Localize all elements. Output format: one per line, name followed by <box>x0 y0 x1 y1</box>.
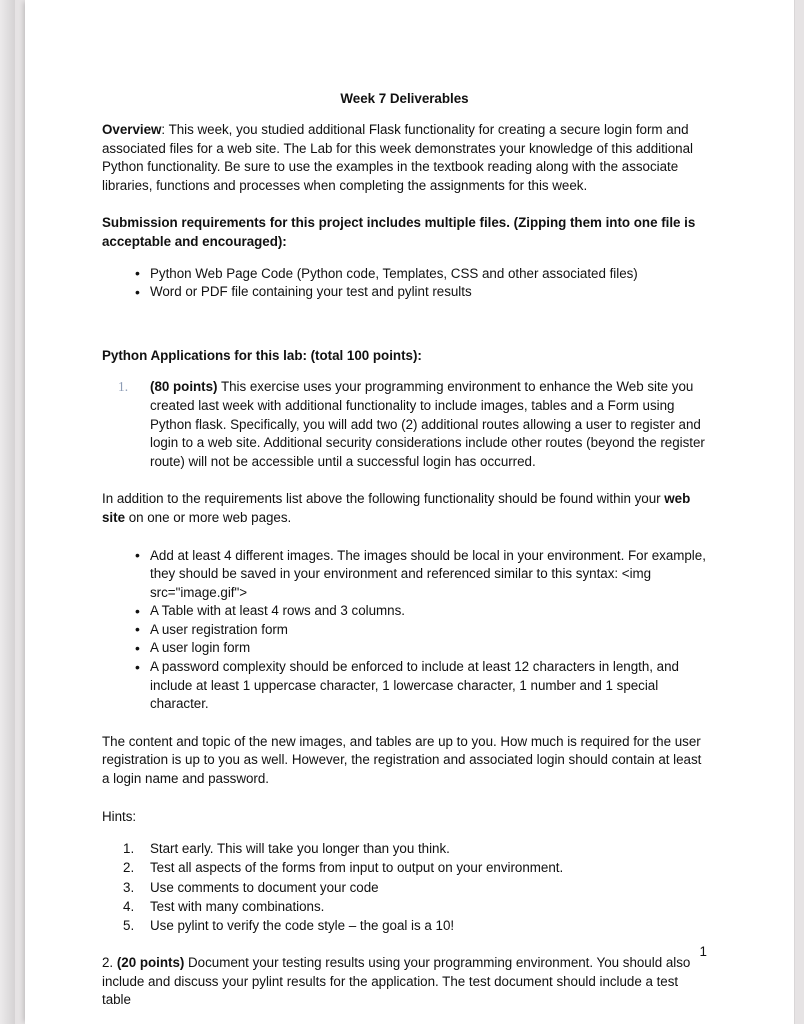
item-two-paragraph <box>102 954 707 1010</box>
list-item-text: Python Web Page Code (Python code, Templates, CSS and other associated files) <box>150 265 638 281</box>
list-item <box>102 378 707 471</box>
list-item-text: Word or PDF file containing your test and pylint results <box>150 284 472 300</box>
functionality-intro-part1: In addition to the requirements list above the following functionality should be found within your <box>102 491 665 507</box>
content-note-paragraph: The content and topic of the new images, and tables are up to you. How much is required for the user registration is up to you as well. However, the registration and associated login should contain at least a login name and password. <box>102 733 702 787</box>
page-title: Week 7 Deliverables <box>340 91 469 106</box>
list-item <box>102 658 707 714</box>
list-item-text: This exercise uses your programming environment to enhance the Web site you created last week with additional functionality to include images, tables and a Form using Python flask. Specifically, you will add two (2) additional routes allowing a user to register and login to a web site. Additional security considerations include other routes (beyond the register route) will not be accessible until a successful login has occurred. <box>150 379 705 469</box>
list-item <box>102 858 707 877</box>
list-item-text: A user login form <box>150 640 251 656</box>
list-item-text: A user registration form <box>150 621 288 637</box>
list-item-text: A password complexity should be enforced to include at least 12 characters in length, and include at least 1 uppercase character, 1 lowercase character, 1 number and 1 special character. <box>150 659 679 712</box>
list-item <box>102 897 707 916</box>
list-item-text: Test all aspects of the forms from input to output on your environment. <box>150 860 564 876</box>
submission-heading-text: Submission requirements for this project includes multiple files. (Zipping them into one file is acceptable and encouraged): <box>102 215 696 249</box>
applications-heading-text: Python Applications for this lab: (total 100 points): <box>102 347 422 363</box>
hints-list <box>102 839 707 935</box>
overview-label-suffix: : <box>161 122 166 137</box>
functionality-list <box>102 547 707 714</box>
spacer <box>102 302 707 347</box>
spacer <box>102 195 707 214</box>
list-item-text: Add at least 4 different images. The images should be local in your environment. For example, they should be saved in your environment and referenced similar to this syntax: <img src="image.gif"> <box>150 547 706 600</box>
submission-heading <box>102 214 707 251</box>
applications-list <box>102 378 707 471</box>
list-item <box>102 265 707 284</box>
list-item <box>102 916 707 935</box>
functionality-intro-paragraph <box>102 490 707 527</box>
item-two-points: (20 points) <box>116 955 185 971</box>
spacer <box>102 471 707 490</box>
functionality-intro-part2: on one or more web pages. <box>125 509 292 525</box>
hints-label: Hints: <box>102 808 137 824</box>
list-item <box>102 878 707 897</box>
list-item-points: (80 points) <box>150 379 218 395</box>
viewer-left-gutter <box>0 0 15 1024</box>
spacer <box>102 365 707 378</box>
list-item <box>102 621 707 640</box>
list-item-text: A Table with at least 4 rows and 3 columns. <box>150 603 405 619</box>
overview-body: This week, you studied additional Flask functionality for creating a secure login form and associated files for a web site. The Lab for this week demonstrates your knowledge of this additional Python functionality. Be sure to use the examples in the textbook reading along with the associate libraries, functions and processes when completing the assignments for this week. <box>102 122 693 193</box>
list-item-text: Use comments to document your code <box>150 879 379 895</box>
functionality-intro-bold: web site <box>102 491 691 525</box>
item-two-number: 2. <box>102 955 117 971</box>
document-page <box>25 0 795 1024</box>
list-item <box>102 602 707 621</box>
list-item-text: Use pylint to verify the code style – the goal is a 10! <box>150 918 455 934</box>
spacer <box>102 789 707 808</box>
overview-paragraph <box>102 121 707 195</box>
item-two-text: Document your testing results using your programming environment. You should also include and discuss your pylint results for the application. The test document should include a test table <box>102 955 691 1008</box>
list-item-text: Start early. This will take you longer than you think. <box>150 841 450 857</box>
applications-heading <box>102 347 707 366</box>
spacer <box>102 826 707 839</box>
spacer <box>102 714 707 733</box>
submission-list <box>102 265 707 302</box>
list-item-text: Test with many combinations. <box>150 898 325 914</box>
list-item <box>102 639 707 658</box>
list-item <box>102 283 707 302</box>
document-content <box>102 90 707 1010</box>
page-number: 1 <box>699 944 707 959</box>
spacer <box>102 252 707 265</box>
list-item <box>102 839 707 858</box>
spacer <box>102 528 707 547</box>
list-item <box>102 547 707 603</box>
overview-label: Overview <box>102 122 162 137</box>
